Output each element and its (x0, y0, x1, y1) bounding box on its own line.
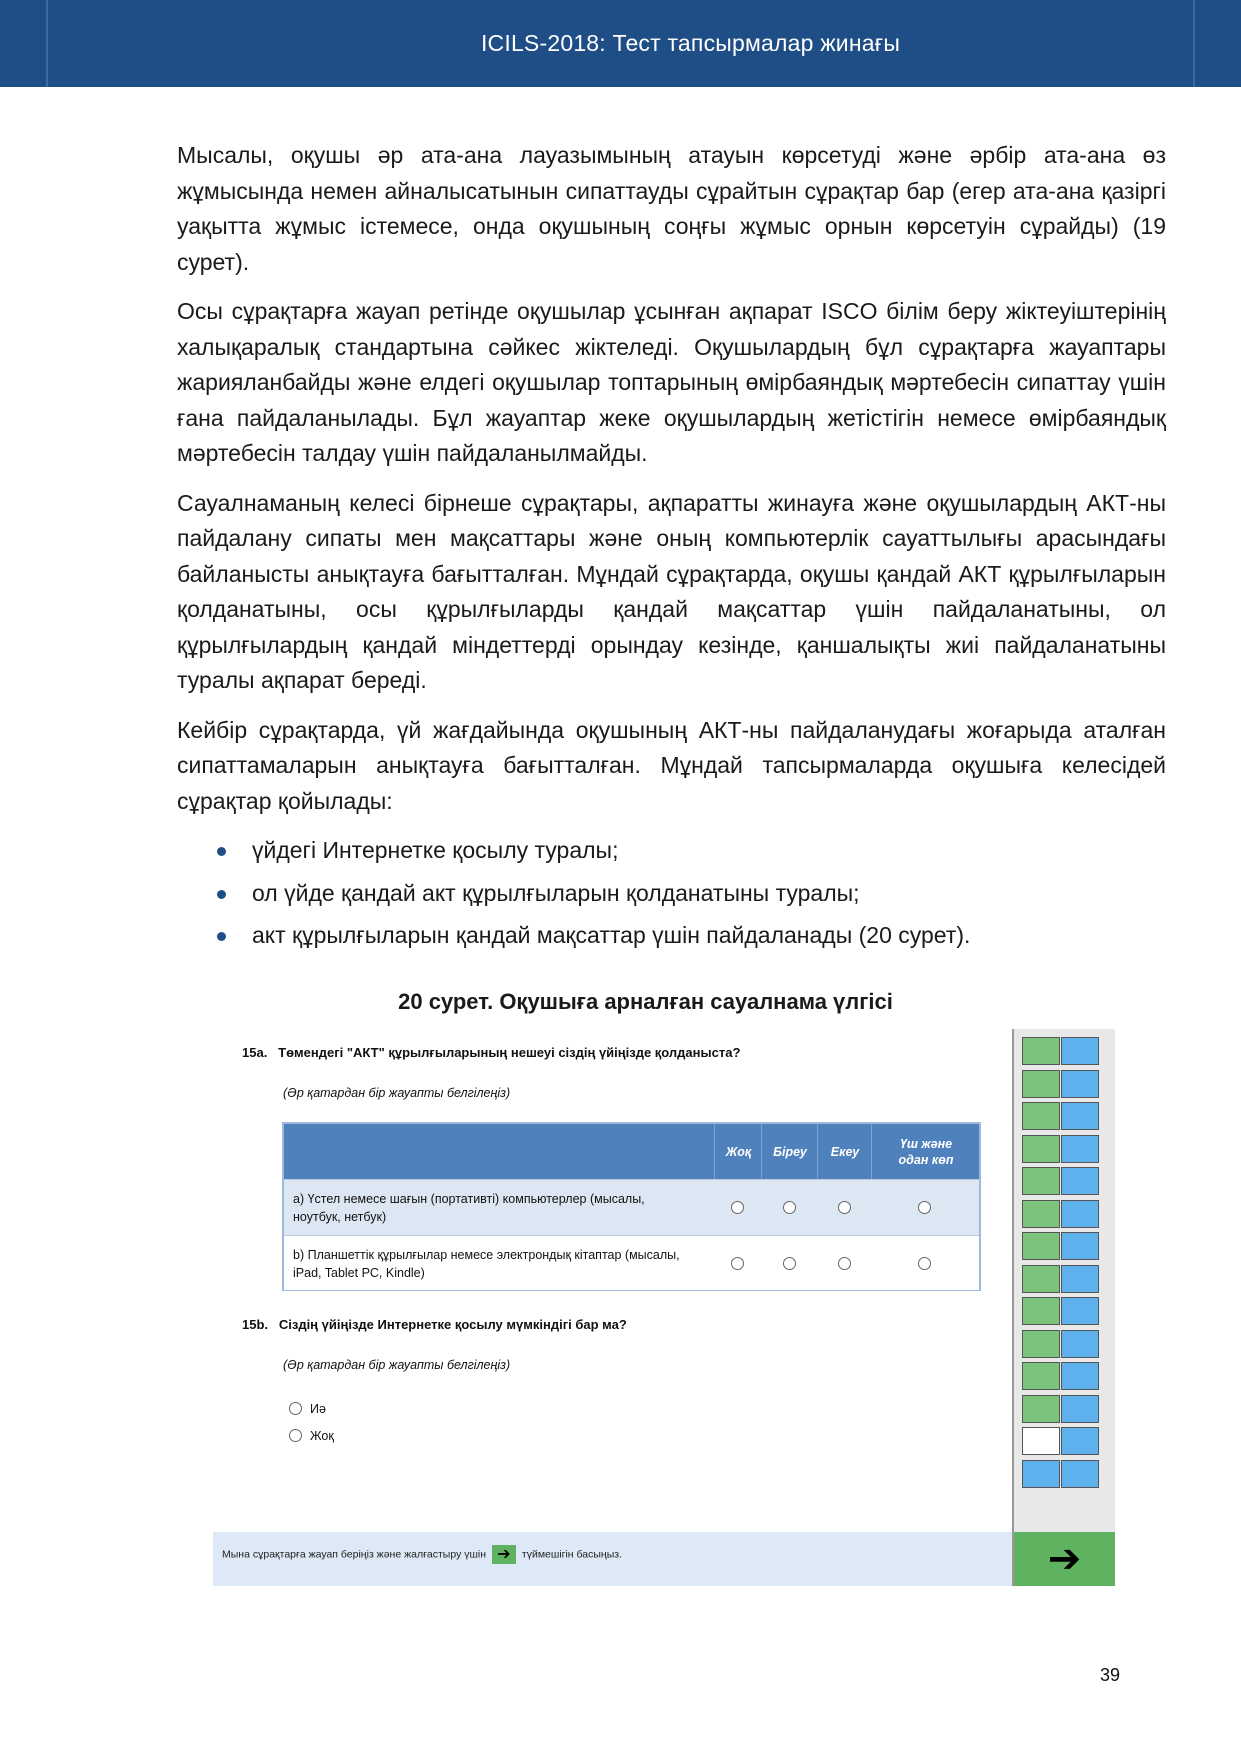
question-nav-box[interactable] (1022, 1102, 1060, 1130)
paragraph: Осы сұрақтарға жауап ретінде оқушылар ұсынған ақпарат ISCO білім беру жіктеуіштерінің халықаралық стандартына сәйкес жіктеледі. Оқушылардың бұл сұрақтарға жауаптары жарияланбайды және елдегі оқушылар топтарының өмірбаяндық мәртебесін сипаттау үшін ғана пайдаланылады. Бұл жауаптар жеке оқушылардың жетістігін немесе өмірбаяндық мәртебесін талдау үшін пайдаланылмайды. (177, 298, 1166, 466)
question-nav-box[interactable] (1022, 1265, 1060, 1293)
question-navigation-panel (1012, 1029, 1115, 1532)
radio-button[interactable] (918, 1201, 931, 1214)
instruction-message: Мына сұрақтарға жауап беріңіз және жалғастыру үшін ➔ түймешігін басыңыз. (222, 1546, 623, 1563)
question-nav-box[interactable] (1061, 1330, 1099, 1358)
question-text: Төмендегі "АКТ" құрылғыларының нешеуі сіздің үйіңізде қолданыста? (278, 1045, 741, 1060)
question-15a (242, 1045, 740, 1060)
instruction-bar (213, 1532, 1014, 1586)
list-item: акт құрылғыларын қандай мақсаттар үшін пайдаланады (20 сурет). (177, 918, 1166, 954)
list-item: үйдегі Интернетке қосылу туралы; (177, 833, 1166, 869)
question-nav-box[interactable] (1022, 1070, 1060, 1098)
question-table (282, 1122, 981, 1291)
question-nav-box[interactable] (1022, 1167, 1060, 1195)
radio-no[interactable] (289, 1429, 302, 1442)
radio-button[interactable] (731, 1257, 744, 1270)
survey-screenshot (213, 1029, 1115, 1586)
question-instruction: (Әр қатардан бір жауапты белгілеңіз) (283, 1358, 511, 1372)
question-number: 15a. (242, 1045, 268, 1060)
question-nav-box[interactable] (1022, 1037, 1060, 1065)
question-number: 15b. (242, 1317, 269, 1332)
page-header (0, 0, 1241, 87)
radio-yes[interactable] (289, 1402, 302, 1415)
paragraph: Сауалнаманың келесі бірнеше сұрақтары, ақпаратты жинауға және оқушылардың АКТ-ны пайдалану сипаты мен мақсаттары және оның компьютерлік сауаттылығы арасындағы байланысты анықтауға бағытталған. Мұндай сұрақтарда, оқушы қандай АКТ құрылғыларын қолданатыны, осы құрылғыларды қандай мақсаттар үшін пайдаланатыны, ол құрылғылардың қандай міндеттерді орындау кезінде, қаншалықты жиі пайдаланатыны туралы ақпарат береді. (177, 489, 1166, 693)
radio-button[interactable] (783, 1201, 796, 1214)
list-item: ол үйде қандай акт құрылғыларын қолданатыны туралы; (177, 876, 1166, 912)
paragraph: Мысалы, оқушы әр ата-ана лауазымының атауын көрсетуді және әрбір ата-ана өз жұмысында немен айналысатынын сипаттауды сұрайтын сұрақтар бар (егер ата-ана қазіргі уақытта жұмыс істемесе, онда оқушының соңғы жұмыс орнын көрсетуін сұрайды) (19 сурет). (177, 142, 1166, 275)
header-title: ICILS-2018: Тест тапсырмалар жинағы (480, 30, 901, 56)
question-nav-box[interactable] (1061, 1362, 1099, 1390)
next-button[interactable] (1012, 1532, 1115, 1586)
row-label: a) Үстел немесе шағын (портативті) компьютерлер (мысалы, ноутбук, нетбук) (293, 1192, 645, 1224)
radio-button[interactable] (731, 1201, 744, 1214)
column-header: Екеу (817, 1124, 872, 1179)
row-label: b) Планшеттік құрылғылар немесе электрондық кітаптар (мысалы, iPad, Tablet PC, Kindle) (293, 1248, 680, 1280)
question-nav-box[interactable] (1061, 1135, 1099, 1163)
question-nav-box[interactable] (1061, 1297, 1099, 1325)
bullet-icon (217, 932, 226, 941)
radio-button[interactable] (918, 1257, 931, 1270)
question-nav-box[interactable] (1061, 1232, 1099, 1260)
radio-button[interactable] (838, 1201, 851, 1214)
radio-button[interactable] (838, 1257, 851, 1270)
question-nav-box[interactable] (1022, 1460, 1060, 1488)
bullet-list (177, 833, 1166, 954)
question-nav-box[interactable] (1022, 1427, 1060, 1455)
column-header: Жоқ (714, 1124, 762, 1179)
right-arrow-icon: ➔ (492, 1545, 516, 1564)
question-nav-box[interactable] (1061, 1460, 1099, 1488)
column-header: Үш және одан көп (871, 1124, 980, 1179)
question-nav-box[interactable] (1061, 1070, 1099, 1098)
question-nav-box[interactable] (1022, 1297, 1060, 1325)
question-nav-box[interactable] (1022, 1135, 1060, 1163)
radio-button[interactable] (783, 1257, 796, 1270)
page-number: 39 (1100, 1665, 1121, 1685)
question-nav-box[interactable] (1022, 1330, 1060, 1358)
question-nav-box[interactable] (1022, 1362, 1060, 1390)
column-header: Біреу (761, 1124, 818, 1179)
question-15b (242, 1317, 627, 1332)
question-nav-box[interactable] (1061, 1167, 1099, 1195)
paragraph: Кейбір сұрақтарда, үй жағдайында оқушының АКТ-ны пайдаланудағы жоғарыда аталған сипаттамаларын анықтауға бағытталған. Мұндай тапсырмаларда оқушыға келесідей сұрақтар қойылады: (177, 716, 1166, 814)
table-header (284, 1124, 979, 1179)
option-label: Иә (310, 1402, 326, 1416)
table-row (284, 1179, 979, 1236)
table-row (284, 1235, 979, 1290)
bullet-icon (217, 847, 226, 856)
body-text (177, 138, 1166, 961)
question-nav-box[interactable] (1061, 1102, 1099, 1130)
option-label: Жоқ (310, 1429, 334, 1443)
right-arrow-icon: ➔ (1047, 1537, 1082, 1581)
question-nav-box[interactable] (1061, 1265, 1099, 1293)
question-instruction: (Әр қатардан бір жауапты белгілеңіз) (283, 1086, 511, 1100)
figure-caption: 20 сурет. Оқушыға арналған сауалнама үлгісі (398, 989, 893, 1014)
question-text: Сіздің үйіңізде Интернетке қосылу мүмкіндігі бар ма? (278, 1317, 627, 1332)
question-nav-box[interactable] (1022, 1232, 1060, 1260)
question-nav-box[interactable] (1022, 1200, 1060, 1228)
question-nav-box[interactable] (1061, 1395, 1099, 1423)
question-nav-box[interactable] (1061, 1427, 1099, 1455)
bullet-icon (217, 890, 226, 899)
question-nav-box[interactable] (1061, 1200, 1099, 1228)
question-nav-box[interactable] (1022, 1395, 1060, 1423)
question-nav-box[interactable] (1061, 1037, 1099, 1065)
